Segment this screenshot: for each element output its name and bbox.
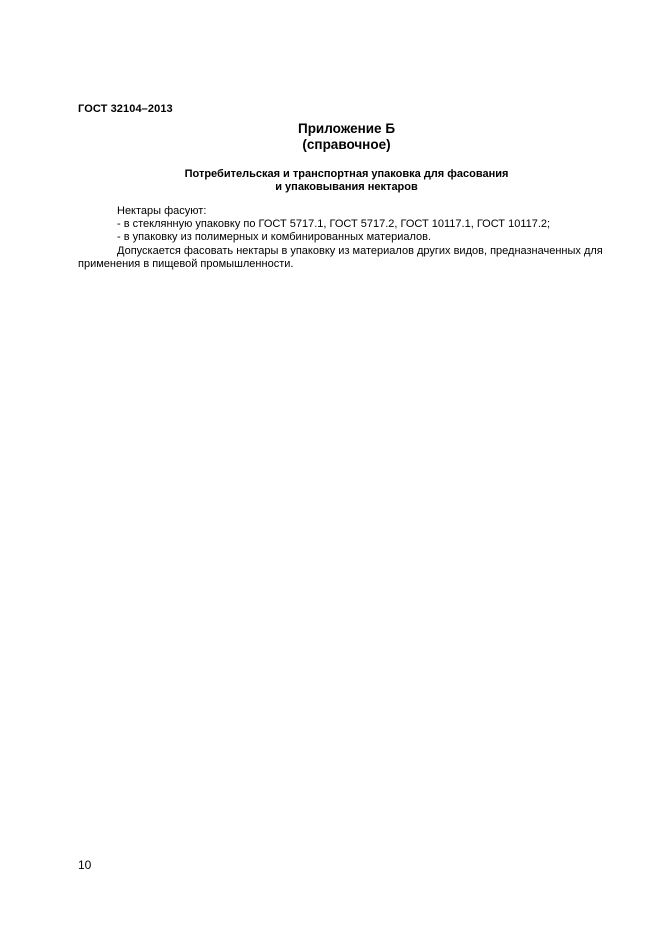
annex-title: Приложение Б	[297, 121, 396, 136]
section-title-line-2: и упаковывания нектаров	[275, 181, 418, 193]
section-title-line-1: Потребительская и транспортная упаковка для фасования	[184, 168, 509, 180]
annex-heading	[0, 121, 661, 153]
annex-status: (справочное)	[302, 137, 391, 152]
document-code-header: ГОСТ 32104–2013	[78, 103, 173, 115]
section-title	[0, 168, 661, 194]
list-item-glass-packaging: - в стеклянную упаковку по ГОСТ 5717.1, ГОСТ 5717.2, ГОСТ 10117.1, ГОСТ 10117.2;	[117, 218, 551, 231]
paragraph-other-materials: Допускается фасовать нектары в упаковку из материалов других видов, предназначенных для применения в пищевой промышленности.	[78, 244, 603, 270]
body-text	[78, 205, 618, 271]
paragraph-intro: Нектары фасуют:	[117, 205, 207, 217]
list-item-polymer-packaging: - в упаковку из полимерных и комбинированных материалов.	[117, 231, 432, 244]
page-number: 10	[78, 858, 92, 872]
